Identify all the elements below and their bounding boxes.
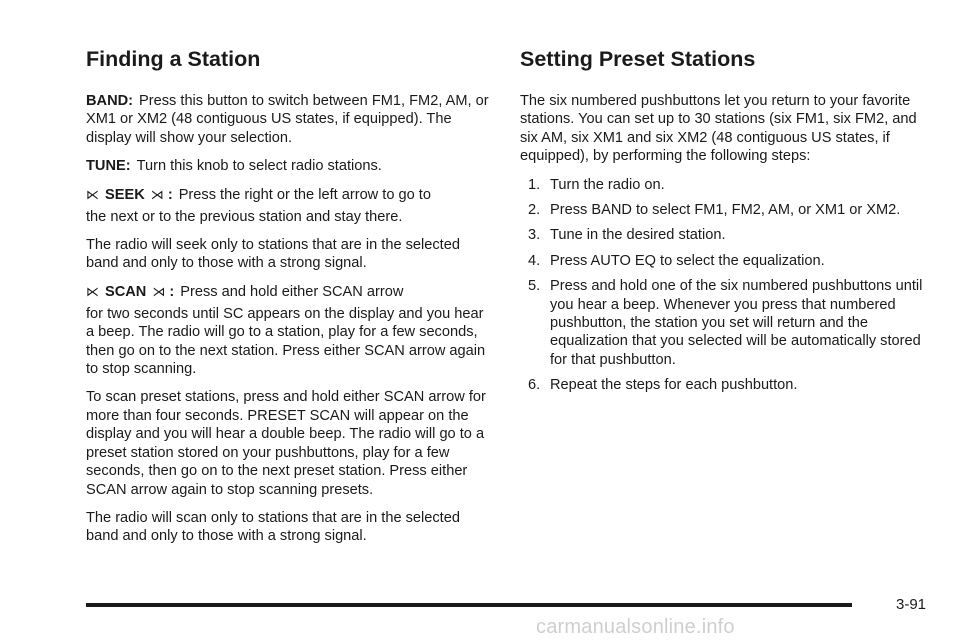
step-text: Turn the radio on. xyxy=(550,176,665,193)
scan-first-line: Press and hold either SCAN arrow xyxy=(180,283,404,300)
list-item xyxy=(520,277,924,369)
seek-first-line: Press the right or the left arrow to go to xyxy=(178,186,431,203)
seek-colon: : xyxy=(167,186,173,203)
seek-left-arrow-icon: ⋉ xyxy=(86,186,99,202)
setting-preset-stations-heading: Setting Preset Stations xyxy=(520,47,756,71)
list-item xyxy=(520,252,924,270)
scan-note: The radio will scan only to stations that are in the selected band and only to those with a strong signal. xyxy=(86,509,460,545)
band-paragraph xyxy=(86,92,490,147)
step-text: Press BAND to select FM1, FM2, AM, or XM1 or XM2. xyxy=(550,202,901,219)
step-text: Tune in the desired station. xyxy=(550,227,726,244)
seek-rest: the next or to the previous station and stay there. xyxy=(86,208,403,225)
scan-label: SCAN xyxy=(105,283,147,300)
finding-a-station-heading: Finding a Station xyxy=(86,47,261,71)
step-text: Press and hold one of the six numbered pushbuttons until you hear a beep. Whenever you press that numbered pushbutton, the station you set will return and the equalization that you selected will be automatically stored for that pushbutton. xyxy=(550,278,923,368)
scan-control xyxy=(86,284,174,300)
footer-rule xyxy=(86,603,852,607)
left-column xyxy=(86,44,490,556)
right-column xyxy=(520,44,924,402)
list-item xyxy=(520,226,924,244)
step-number: 2. xyxy=(528,202,541,219)
step-text: Press AUTO EQ to select the equalization. xyxy=(550,252,825,269)
seek-control xyxy=(86,187,173,203)
watermark[interactable]: carmanualsonline.info xyxy=(536,616,735,638)
seek-label: SEEK xyxy=(105,186,145,203)
seek-note: The radio will seek only to stations that are in the selected band and only to those with a strong signal. xyxy=(86,237,460,272)
page-number: 3-91 xyxy=(896,596,927,613)
tune-term: TUNE: xyxy=(86,158,131,175)
band-text: Press this button to switch between FM1, FM2, AM, or XM1 or XM2 (48 contiguous US states, if equipped). The display will show your selection. xyxy=(86,93,489,146)
tune-text: Turn this knob to select radio stations. xyxy=(136,158,382,175)
step-number: 3. xyxy=(528,227,541,244)
list-item xyxy=(520,376,924,394)
scan-right-arrow-icon: ⋊ xyxy=(152,283,166,299)
list-item xyxy=(520,176,924,194)
step-number: 6. xyxy=(528,377,541,394)
list-item xyxy=(520,201,924,219)
scan-colon: : xyxy=(169,283,175,300)
tune-paragraph xyxy=(86,157,490,175)
scan-rest: for two seconds until SC appears on the display and you hear a beep. The radio will go to a station, play for a few seconds, then go on to the next station. Press either SCAN arrow again to stop scanning. xyxy=(86,305,486,378)
step-text: Repeat the steps for each pushbutton. xyxy=(550,377,798,394)
band-term: BAND: xyxy=(86,93,134,109)
scan-left-arrow-icon: ⋉ xyxy=(86,283,99,299)
step-number: 1. xyxy=(528,176,541,193)
seek-line xyxy=(86,182,490,208)
step-number: 5. xyxy=(528,278,541,295)
preset-steps-list xyxy=(520,176,924,395)
step-number: 4. xyxy=(528,252,541,269)
seek-right-arrow-icon: ⋊ xyxy=(150,186,164,202)
preset-intro: The six numbered pushbuttons let you return to your favorite stations. You can set up to 30 stations (six FM1, six FM2, and six AM, six XM1 and six XM2 (48 contiguous US states, if equipped), by performing the following steps: xyxy=(520,93,917,165)
scan-preset-paragraph: To scan preset stations, press and hold either SCAN arrow for more than four seconds. PRESET SCAN will appear on the display and you will hear a double beep. The radio will go to a preset station stored on your pushbuttons, play for a few seconds, then go on to the next preset station. Press either SCAN arrow again to stop scanning presets. xyxy=(86,389,486,498)
scan-line xyxy=(86,279,490,305)
